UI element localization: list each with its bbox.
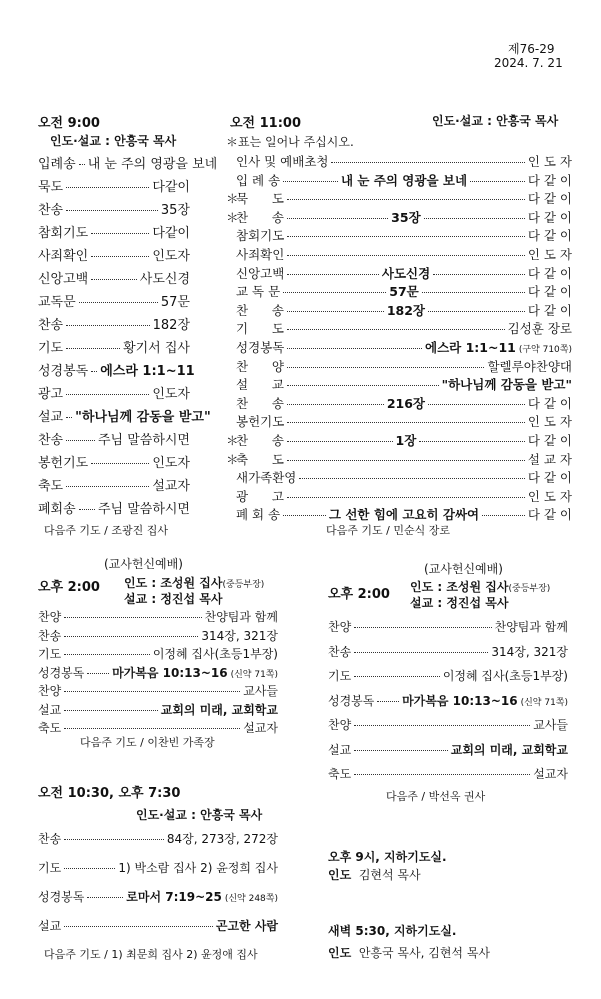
- order-item: [38, 888, 278, 905]
- prayer-dawn-title: 새벽 5:30, 지하기도실.: [328, 924, 457, 938]
- service-leader: 인도·설교 : 안흥국 목사: [50, 134, 177, 148]
- service-time: 오후 2:00: [328, 587, 390, 602]
- order-item: [226, 468, 572, 486]
- item-label: 폐 회 송: [236, 507, 281, 523]
- standing-marker: ＊: [226, 209, 239, 225]
- item-label: 설교: [38, 702, 62, 717]
- item-value: 주님 말씀하시면: [97, 433, 190, 448]
- order-item: [226, 450, 572, 468]
- leader-dots: [66, 417, 72, 418]
- item-value: 에스라 1:1~11: [425, 340, 516, 355]
- order-item: [226, 208, 572, 226]
- item-value: 314장, 321장: [491, 644, 568, 659]
- leader-dots: [91, 256, 149, 257]
- item-value: 설 교 자: [527, 451, 572, 467]
- order-item: [226, 394, 572, 412]
- item-value: 마가복음 10:13~16: [402, 693, 518, 708]
- leader-dots: [91, 279, 137, 280]
- item-value: 내 눈 주의 영광을 보네: [87, 157, 218, 172]
- item-value: 인 도 자: [527, 488, 572, 504]
- next-week-prayer: 다음주 기도 / 조광진 집사: [44, 524, 168, 537]
- leader-label: 인도: [328, 946, 352, 960]
- leader-dots: [287, 422, 525, 423]
- item-value: 다 같 이: [527, 470, 572, 486]
- item-value: 주님 말씀하시면: [97, 502, 190, 517]
- leader-dots: [66, 325, 150, 326]
- item-detail: 57문: [389, 284, 419, 300]
- leader-dots: [287, 497, 525, 498]
- item-label: 찬 양: [236, 358, 284, 374]
- leader-dots: [354, 774, 530, 775]
- item-value: "하나님께 감동을 받고": [75, 410, 211, 425]
- item-label: 설교: [328, 742, 352, 757]
- item-value: 84장, 273장, 272장: [166, 832, 278, 846]
- leader-dots: [299, 478, 524, 479]
- leader-dots: [287, 367, 484, 368]
- next-week-prayer: 다음주 기도 / 민순식 장로: [326, 524, 450, 537]
- item-label: 찬양: [328, 718, 352, 732]
- prayer-9pm-title: 오후 9시, 지하기도실.: [328, 850, 447, 864]
- standing-marker: ＊: [226, 191, 239, 207]
- leader-dots: [287, 441, 393, 442]
- item-value: 314장, 321장: [201, 628, 278, 643]
- order-item: [38, 360, 195, 379]
- item-label: 묵 도: [236, 191, 284, 207]
- leader-dots: [287, 255, 525, 256]
- next-week-prayer: 다음주 기도 / 이찬빈 가족장: [80, 736, 215, 749]
- leader-dots: [377, 701, 399, 702]
- item-label: 축 도: [236, 451, 284, 467]
- leader-dots: [428, 404, 525, 405]
- service-leader: 인도·설교 : 안흥국 목사: [432, 114, 559, 128]
- order-item: [328, 643, 568, 660]
- order-item: [38, 452, 190, 471]
- leader-dots: [287, 311, 384, 312]
- item-value: 다 같 이: [527, 507, 573, 523]
- item-value: 다 같 이: [527, 209, 573, 225]
- item-value: 인 도 자: [527, 414, 572, 430]
- item-value: 교사들: [533, 718, 568, 732]
- item-value: 찬양팀과 함께: [494, 620, 568, 634]
- leader-dots: [287, 348, 422, 349]
- order-item: [38, 337, 190, 356]
- order-item: [226, 152, 572, 170]
- leader-dots: [283, 292, 386, 293]
- leader-dots: [287, 274, 379, 275]
- leader-dots: [79, 164, 85, 165]
- item-label: 설교: [38, 919, 62, 933]
- leader-dots: [91, 463, 149, 464]
- order-item: [226, 505, 572, 523]
- item-value: "하나님께 감동을 받고": [441, 377, 572, 393]
- leader-dots: [64, 868, 115, 869]
- service-preacher: 설교 : 정진섭 목사: [410, 596, 509, 610]
- service-preacher: 설교 : 정진섭 목사: [124, 592, 223, 606]
- item-detail: 그 선한 힘에 고요히 감싸여: [328, 507, 480, 523]
- leader-dots: [64, 691, 240, 692]
- service-leader: [124, 574, 264, 591]
- item-detail: 216장: [386, 395, 425, 411]
- leader-dots: [354, 652, 488, 653]
- item-value: 182장: [152, 318, 190, 333]
- service-time: 오전 11:00: [230, 116, 302, 131]
- leader-dots: [66, 187, 149, 188]
- leader-dots: [64, 636, 198, 637]
- order-item: [226, 357, 572, 375]
- leader-name: 김현석 목사: [358, 868, 421, 882]
- order-item: [38, 245, 190, 264]
- item-value: 다 같 이: [527, 433, 572, 448]
- leader-dots: [66, 210, 158, 211]
- next-week-prayer: 다음주 기도 / 1) 최문희 집사 2) 윤정애 집사: [44, 948, 258, 961]
- order-item: [38, 627, 278, 644]
- item-detail: 내 눈 주의 영광을 보네: [340, 172, 468, 188]
- item-value: 설교자: [152, 479, 190, 494]
- item-value: 교회의 미래, 교회학교: [160, 702, 278, 717]
- item-label: 찬양: [38, 610, 62, 624]
- item-detail: 1장: [395, 433, 417, 448]
- item-label: 교 독 문: [236, 284, 281, 300]
- item-label: 찬 송: [236, 433, 284, 448]
- item-label: 신앙고백: [38, 272, 89, 287]
- prayer-dawn-leader: [328, 944, 490, 961]
- leader-dots: [287, 236, 525, 237]
- order-item: [328, 692, 568, 709]
- item-value: 57문: [160, 295, 190, 310]
- item-label: 성경봉독: [236, 340, 285, 355]
- item-detail: 182장: [386, 302, 425, 318]
- order-item: [226, 412, 572, 430]
- item-value: 설교자: [533, 767, 568, 781]
- order-item: [38, 291, 190, 310]
- order-item: [38, 475, 190, 494]
- item-value: 다같이: [152, 180, 190, 195]
- leader-dots: [87, 673, 109, 674]
- bulletin-number: 제76-29: [508, 42, 555, 56]
- order-item: [38, 406, 211, 425]
- leader-dots: [66, 486, 149, 487]
- order-item: [38, 608, 278, 625]
- item-value: 김성훈 장로: [507, 321, 572, 337]
- leader-dots: [283, 515, 326, 516]
- order-item: [328, 716, 568, 733]
- order-item: [328, 741, 568, 758]
- order-item: [38, 176, 190, 195]
- order-item: [328, 618, 568, 635]
- prayer-9pm-leader: [328, 866, 421, 883]
- leader-dots: [482, 515, 525, 516]
- service-leader: 인도·설교 : 안흥국 목사: [136, 808, 263, 822]
- item-value: 인도자: [152, 249, 190, 264]
- item-label: 기도: [38, 647, 62, 661]
- leader-dots: [470, 181, 525, 182]
- item-label: 축도: [328, 767, 352, 781]
- item-label: 찬 송: [236, 209, 284, 225]
- item-value: 다 같 이: [527, 302, 573, 318]
- item-label: 찬송: [38, 628, 62, 643]
- order-item: [38, 383, 190, 402]
- order-item: [226, 189, 572, 207]
- item-reference: (신약 71쪽): [230, 669, 278, 680]
- standing-marker: ＊: [226, 433, 239, 448]
- item-label: 기도: [38, 861, 62, 875]
- item-value: 1) 박소람 집사 2) 윤정희 집사: [118, 861, 278, 875]
- item-label: 참회기도: [38, 226, 89, 241]
- item-label: 봉헌기도: [236, 414, 285, 430]
- leader-note: (중등부장): [508, 584, 551, 594]
- item-label: 성경봉독: [328, 693, 375, 708]
- leader-dots: [287, 404, 384, 405]
- item-label: 찬 송: [236, 302, 284, 318]
- item-label: 입 례 송: [236, 172, 281, 188]
- item-value: 이정혜 집사(초등1부장): [442, 669, 568, 683]
- leader-name: 안흥국 목사, 김현석 목사: [358, 946, 491, 960]
- leader-dots: [424, 218, 525, 219]
- order-item: [38, 917, 278, 934]
- leader-dots: [287, 218, 388, 219]
- item-value: 35장: [160, 203, 190, 218]
- leader-dots: [287, 329, 505, 330]
- item-value: 교사들: [243, 684, 278, 698]
- leader-dots: [64, 654, 150, 655]
- service-time: 오전 9:00: [38, 116, 100, 131]
- item-label: 찬 송: [236, 395, 284, 411]
- order-item: [38, 199, 190, 218]
- leader-dots: [64, 617, 201, 618]
- service-title: (교사헌신예배): [424, 562, 503, 576]
- item-label: 축도: [38, 721, 62, 735]
- bulletin-date: 2024. 7. 21: [494, 56, 563, 70]
- leader-dots: [354, 725, 530, 726]
- item-value: 다 같 이: [527, 395, 573, 411]
- order-item: [226, 431, 572, 449]
- order-item: [38, 645, 278, 662]
- leader-dots: [287, 460, 525, 461]
- item-label: 성경봉독: [38, 890, 85, 904]
- standing-note: ＊표는 일어나 주십시오.: [226, 135, 354, 149]
- leader-dots: [354, 750, 448, 751]
- item-value: 사도신경: [139, 272, 190, 287]
- item-value: 로마서 7:19~25: [126, 890, 222, 904]
- order-item: [38, 314, 190, 333]
- item-label: 찬양: [38, 684, 62, 698]
- item-label: 봉헌기도: [38, 456, 89, 471]
- item-value: 이정혜 집사(초등1부장): [152, 647, 278, 661]
- leader-dots: [66, 440, 95, 441]
- item-label: 입례송: [38, 157, 76, 172]
- order-item: [226, 282, 572, 300]
- item-label: 인사 및 예배초청: [236, 154, 329, 169]
- item-label: 성경봉독: [38, 364, 89, 379]
- item-detail: 35장: [391, 209, 421, 225]
- order-item: [226, 245, 572, 263]
- leader-dots: [64, 710, 158, 711]
- order-item: [226, 319, 572, 337]
- service-time: 오전 10:30, 오후 7:30: [38, 786, 181, 801]
- next-week-prayer: 다음주 / 박선옥 권사: [386, 790, 486, 803]
- item-value: 인 도 자: [527, 247, 572, 262]
- order-item: [38, 830, 278, 847]
- order-item: [38, 664, 278, 681]
- standing-marker: ＊: [226, 451, 239, 467]
- item-value: 곤고한 사람: [215, 919, 278, 933]
- item-value: 다 같 이: [527, 265, 572, 281]
- item-label: 찬송: [38, 433, 64, 448]
- item-value: 인 도 자: [527, 154, 572, 169]
- order-item: [38, 222, 190, 241]
- item-label: 기도: [328, 669, 352, 683]
- item-value: 할렐루야찬양대: [487, 358, 572, 374]
- leader-dots: [87, 897, 123, 898]
- leader-dots: [419, 441, 525, 442]
- order-item: [226, 171, 572, 189]
- leader-dots: [79, 302, 158, 303]
- service-time: 오후 2:00: [38, 580, 100, 595]
- leader-dots: [64, 926, 213, 927]
- item-label: 찬송: [38, 203, 64, 218]
- item-value: 마가복음 10:13~16: [112, 665, 228, 680]
- item-label: 찬송: [38, 318, 64, 333]
- item-label: 축도: [38, 479, 64, 494]
- item-value: 다 같 이: [527, 228, 572, 244]
- item-label: 찬양: [328, 620, 352, 634]
- leader-dots: [66, 348, 120, 349]
- leader-dots: [66, 394, 149, 395]
- leader-dots: [331, 162, 524, 163]
- item-value: 설교자: [243, 721, 278, 735]
- order-item: [226, 375, 572, 393]
- leader-dots: [91, 371, 97, 372]
- item-label: 참회기도: [236, 228, 285, 244]
- order-item: [226, 301, 572, 319]
- item-label: 찬송: [328, 644, 352, 659]
- item-label: 설교: [38, 410, 64, 425]
- item-label: 사죄확인: [236, 247, 285, 262]
- item-detail: 사도신경: [381, 265, 431, 281]
- leader-dots: [91, 233, 149, 234]
- item-reference: (신약 248쪽): [224, 894, 278, 904]
- leader-dots: [287, 199, 525, 200]
- order-item: [38, 701, 278, 718]
- order-item: [38, 859, 278, 876]
- item-value: 에스라 1:1~11: [100, 364, 195, 379]
- item-label: 광 고: [236, 488, 284, 504]
- service-leader: [410, 578, 550, 595]
- item-reference: (구약 710쪽): [518, 345, 572, 355]
- item-value: 다 같 이: [527, 191, 572, 207]
- leader-dots: [287, 385, 439, 386]
- leader-dots: [433, 274, 525, 275]
- leader-note: (중등부장): [222, 580, 265, 590]
- order-item: [226, 226, 572, 244]
- order-item: [38, 268, 190, 287]
- item-label: 기도: [38, 341, 64, 356]
- order-item: [38, 682, 278, 699]
- order-item: [38, 153, 218, 172]
- item-label: 기 도: [236, 321, 284, 337]
- item-label: 사죄확인: [38, 249, 89, 264]
- item-label: 찬송: [38, 832, 62, 846]
- item-reference: (신약 71쪽): [520, 697, 568, 708]
- leader-dots: [64, 728, 240, 729]
- leader-dots: [64, 839, 164, 840]
- order-item: [226, 487, 572, 505]
- leader-dots: [354, 676, 440, 677]
- item-label: 설 교: [236, 377, 284, 393]
- order-item: [328, 765, 568, 782]
- order-item: [226, 338, 572, 356]
- item-value: 교회의 미래, 교회학교: [450, 742, 568, 757]
- item-label: 폐회송: [38, 502, 76, 517]
- leader-label: 인도: [328, 868, 352, 882]
- item-value: 인도자: [152, 456, 190, 471]
- item-label: 교독문: [38, 295, 76, 310]
- order-item: [38, 429, 190, 448]
- leader-dots: [354, 627, 491, 628]
- leader-dots: [428, 311, 525, 312]
- leader-dots: [422, 292, 525, 293]
- item-value: 다 같 이: [527, 172, 572, 188]
- leader-name: 인도 : 조성원 집사: [410, 580, 509, 594]
- order-item: [38, 498, 190, 517]
- leader-name: 인도 : 조성원 집사: [124, 576, 223, 590]
- item-label: 묵도: [38, 180, 64, 195]
- item-value: 다같이: [152, 226, 190, 241]
- item-value: 찬양팀과 함께: [204, 610, 278, 624]
- leader-dots: [283, 181, 338, 182]
- item-label: 새가족환영: [236, 470, 297, 486]
- item-label: 광고: [38, 387, 64, 402]
- item-label: 성경봉독: [38, 665, 85, 680]
- leader-dots: [79, 509, 95, 510]
- order-item: [226, 264, 572, 282]
- service-title: (교사헌신예배): [104, 557, 183, 571]
- order-item: [328, 667, 568, 684]
- item-label: 신앙고백: [236, 265, 285, 281]
- item-value: 다 같 이: [527, 284, 573, 300]
- item-value: 인도자: [152, 387, 190, 402]
- item-value: 황기서 집사: [123, 341, 190, 356]
